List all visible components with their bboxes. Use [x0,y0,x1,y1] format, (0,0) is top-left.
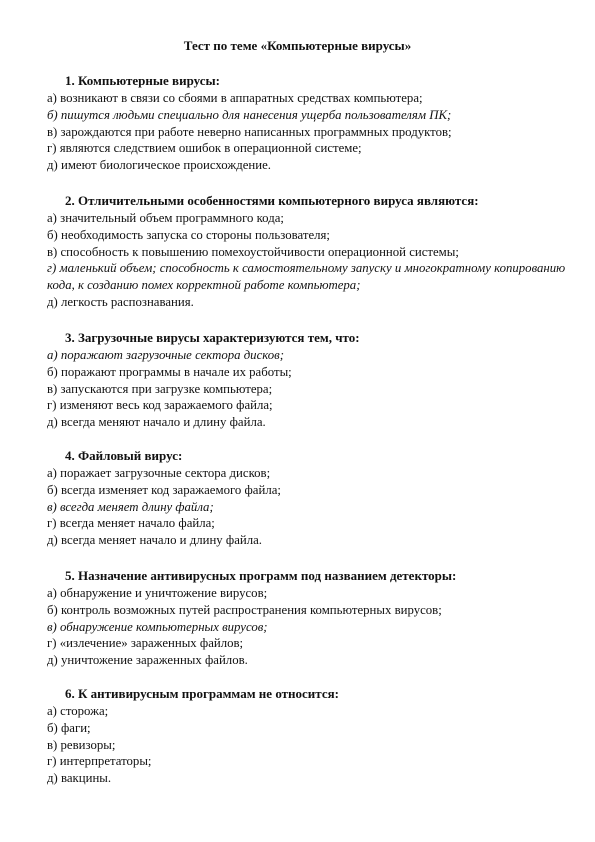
answer-option: а) обнаружение и уничтожение вирусов; [47,586,268,600]
answer-option: а) сторожа; [47,704,109,718]
answer-option: д) уничтожение зараженных файлов. [47,653,248,668]
answer-option: а) возникают в связи со сбоями в аппаратных средствах компьютера; [47,91,423,105]
question-1 [47,72,567,174]
answer-option: б) всегда изменяет код заражаемого файла; [47,482,281,497]
question-heading: 2. Отличительными особенностями компьютерного вируса являются: [65,193,479,208]
answer-option: б) поражают программы в начале их работы; [47,364,292,379]
answer-option: в) способность к повышению помехоустойчивости операционной системы; [47,244,459,259]
answer-option-correct: г) маленький объем; способность к самостоятельному запуску и многократному копированию кода, к созданию помех корректной работе компьютера; [47,261,566,293]
question-heading: 5. Назначение антивирусных программ под названием детекторы: [65,568,457,583]
document-title: Тест по теме «Компьютерные вирусы» [183,38,412,53]
question-6 [47,685,567,787]
answer-option: б) фаги; [47,720,91,735]
question-3 [47,329,567,431]
answer-option: в) запускаются при загрузке компьютера; [47,381,273,396]
answer-option: б) контроль возможных путей распространения компьютерных вирусов; [47,602,442,617]
question-2 [47,192,567,311]
answer-option: а) поражает загрузочные сектора дисков; [47,466,271,480]
answer-option: г) изменяют весь код заражаемого файла; [47,398,273,413]
question-heading: 6. К антивирусным программам не относится: [65,686,339,701]
answer-option-correct: а) поражают загрузочные сектора дисков; [47,348,284,362]
answer-option: д) вакцины. [47,771,112,786]
answer-option: д) легкость распознавания. [47,294,194,309]
answer-option: а) значительный объем программного кода; [47,211,284,225]
answer-option-correct: в) всегда меняет длину файла; [47,499,214,514]
answer-option: б) необходимость запуска со стороны пользователя; [47,227,330,242]
answer-option: г) «излечение» зараженных файлов; [47,636,244,651]
answer-option: д) всегда меняет начало и длину файла. [47,533,262,548]
answer-option: д) имеют биологическое происхождение. [47,158,271,173]
answer-option: д) всегда меняют начало и длину файла. [47,415,266,430]
answer-option: в) ревизоры; [47,737,116,752]
question-heading: 3. Загрузочные вирусы характеризуются тем, что: [65,330,360,345]
answer-option: г) интерпретаторы; [47,754,152,769]
answer-option: г) всегда меняет начало файла; [47,516,215,531]
question-5 [47,567,567,669]
answer-option: в) зарождаются при работе неверно написанных программных продуктов; [47,124,452,139]
question-heading: 4. Файловый вирус: [65,448,183,463]
answer-option-correct: в) обнаружение компьютерных вирусов; [47,619,268,634]
answer-option: г) являются следствием ошибок в операционной системе; [47,141,362,156]
answer-option-correct: б) пишутся людьми специально для нанесения ущерба пользователям ПК; [47,107,452,122]
question-heading: 1. Компьютерные вирусы: [65,73,220,88]
question-4 [47,447,567,549]
